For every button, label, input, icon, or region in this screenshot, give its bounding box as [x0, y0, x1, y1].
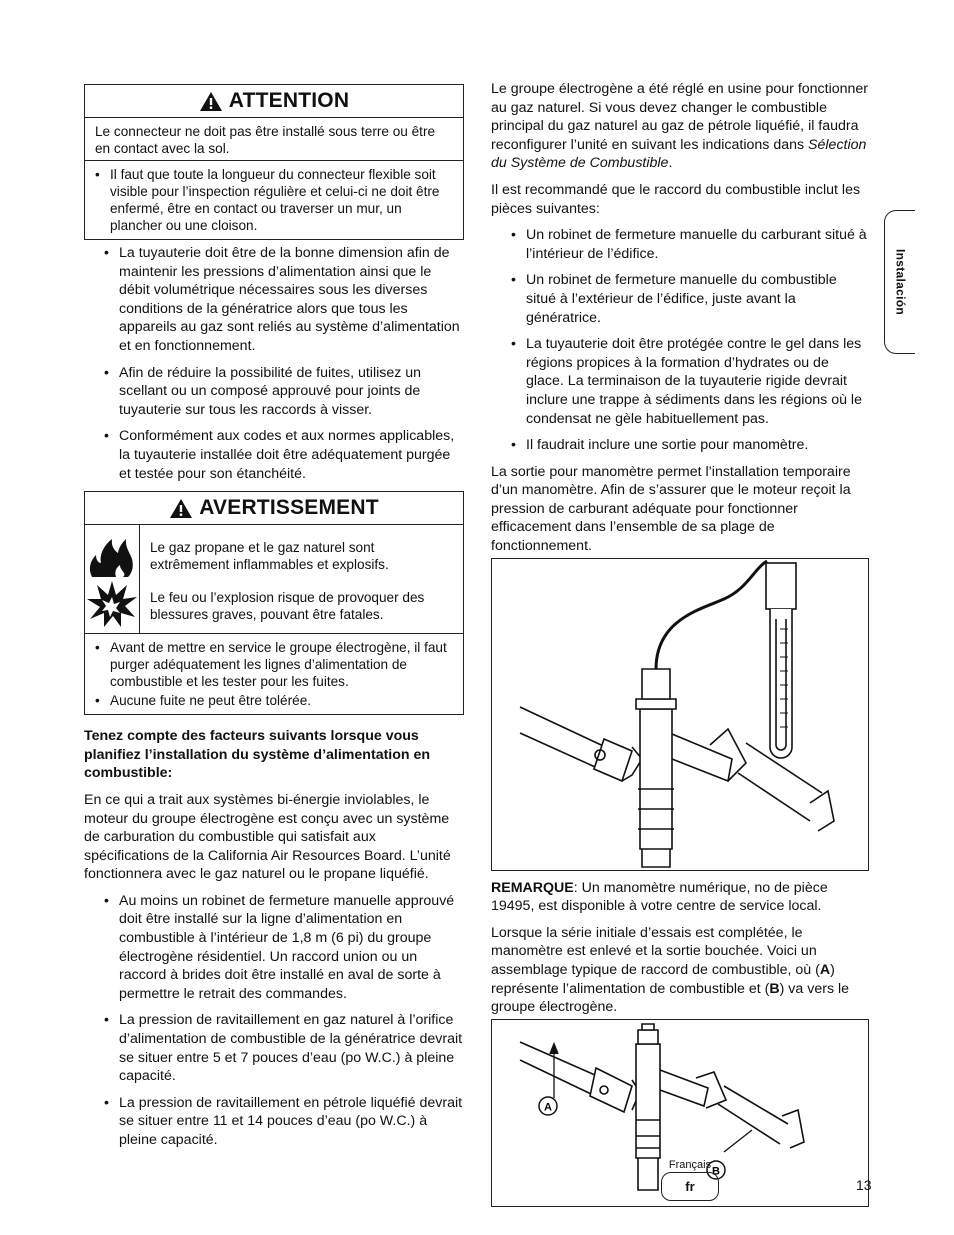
factory-setting-text: Le groupe électrogène a été réglé en usine pour fonctionner au gaz naturel. Si vous devez changer le combustible principal du gaz naturel au gaz de pétrole liquéfié, il faudra reconfigurer l’unité en suivant les indications dans: [491, 81, 869, 153]
planning-heading: Tenez compte des facteurs suivants lorsque vous planifiez l’installation du système d’alimentation en combustible:: [84, 728, 431, 782]
attention-title: [85, 85, 463, 118]
manometer-illustration: [492, 559, 868, 870]
list-item: • La pression de ravitaillement en pétrole liquéfié devrait se situer entre 11 et 14 pouces d’eau (po W.C.) à pleine capacité.: [104, 1094, 464, 1150]
label-b-ref: B: [769, 980, 780, 997]
valve-bullet-list: [84, 892, 464, 1150]
attention-bullet-cell: [85, 160, 463, 239]
list-item: • Au moins un robinet de fermeture manuelle approuvé doit être installé sur la ligne d’alimentation en combustible à l’intérieur de 1,8 m (6 pi) du groupe électrogène résidentiel. Un raccord union ou un raccord à brides doit être installé en aval de sorte à permettre le retrait des commandes.: [104, 892, 464, 1004]
warning-triangle-icon: [169, 498, 193, 519]
attention-bullet: • Il faut que toute la longueur du connecteur flexible soit visible pour l’inspection régulière et celui-ci ne doit être enfermé, être en contact ou traverser un mur, un plancher ou une cloison.: [95, 166, 453, 234]
period: .: [668, 155, 673, 172]
section-side-tab-label: Instalación: [893, 249, 908, 315]
assembly-text-2: ) représente l’alimentation de combustible et (: [491, 962, 835, 997]
list-item: • Avant de mettre en service le groupe électrogène, il faut purger adéquatement les lignes d’alimentation de combustible et les tester pour les fuites.: [95, 639, 453, 690]
list-item: • Un robinet de fermeture manuelle du carburant situé à l’intérieur de l’édifice.: [511, 226, 869, 263]
list-item: • Il faudrait inclure une sortie pour manomètre.: [511, 436, 869, 455]
hazard-icons: [85, 525, 140, 633]
fuel-selection-reference: Sélection du Système de Combustible: [491, 136, 867, 172]
warning-triangle-icon: [199, 91, 223, 112]
manometer-outlet-paragraph: La sortie pour manomètre permet l’installation temporaire d’un manomètre. Afin de s’assurer que le moteur reçoit la pression de carburant adéquate pour fonctionner efficacement dans l’ensemble de sa plage de fonctionnement.: [491, 463, 851, 555]
avertissement-hazard-row: [85, 525, 463, 634]
left-column: [84, 84, 464, 1158]
list-item: • Conformément aux codes et aux normes applicables, la tuyauterie installée doit être adéquatement purgée et testée pour son étanchéité.: [104, 427, 464, 483]
section-side-tab[interactable]: [884, 210, 915, 354]
avertissement-text-1: Le gaz propane et le gaz naturel sont extrêmement inflammables et explosifs.: [150, 540, 389, 573]
label-a-ref: A: [819, 962, 831, 979]
assembly-text-1: Lorsque la série initiale d’essais est complétée, le manomètre est enlevé et la sortie bouchée. Voici un assemblage typique de raccord de combustible, où (: [491, 924, 820, 979]
fire-hazard-icon: [86, 529, 138, 579]
avertissement-title-text: AVERTISSEMENT: [199, 495, 379, 519]
avertissement-text: [140, 525, 463, 633]
footer-language: Français: [668, 1159, 712, 1171]
list-item: • La tuyauterie doit être protégée contre le gel dans les régions propices à la formation d’hydrates ou de glace. La terminaison de la tuyauterie rigide devrait inclure une trappe à sédiments dans les régions où le condensat ne gèle habituellement pas.: [511, 335, 869, 428]
list-item: • Afin de réduire la possibilité de fuites, utilisez un scellant ou un composé approuvé pour joints de tuyauterie sur tous les raccords à visser.: [104, 364, 464, 420]
label-b: B: [712, 1165, 720, 1178]
list-item: • Un robinet de fermeture manuelle du combustible situé à l’extérieur de l’édifice, juste avant la génératrice.: [511, 271, 869, 327]
manometer-figure: [491, 558, 869, 871]
explosion-hazard-icon: [85, 579, 139, 629]
avertissement-box: [84, 491, 464, 715]
remarque-text: : Un manomètre numérique, no de pièce 19495, est disponible à votre centre de service local.: [491, 879, 828, 915]
recommended-parts-list: [491, 226, 869, 455]
right-column: [491, 80, 869, 1207]
page-number: 13: [856, 1177, 872, 1193]
list-item: • Aucune fuite ne peut être tolérée.: [95, 692, 453, 709]
list-item: • La tuyauterie doit être de la bonne dimension afin de maintenir les pressions d’alimentation ainsi que le débit volumétrique nécessaires sous les diverses conditions de la génératrice alors que tous les appareils au gaz sont reliés au système d’alimentation et en fonctionnement.: [104, 244, 464, 356]
assembly-paragraph: [491, 924, 869, 1017]
piping-bullet-list: [84, 244, 464, 483]
attention-intro: Le connecteur ne doit pas être installé sous terre ou être en contact avec la sol.: [95, 124, 436, 156]
remarque-paragraph: [491, 879, 869, 916]
list-item: • La pression de ravitaillement en gaz naturel à l’orifice d’alimentation de combustible de la génératrice devrait se situer entre 5 et 7 pouces d’eau (po W.C.) à pleine capacité.: [104, 1011, 464, 1085]
attention-box: [84, 84, 464, 240]
factory-setting-paragraph: [491, 80, 869, 173]
attention-title-text: ATTENTION: [228, 88, 350, 112]
avertissement-bullets-cell: [85, 634, 463, 714]
avertissement-text-2: Le feu ou l’explosion risque de provoquer des blessures graves, pouvant être fatales.: [150, 590, 425, 623]
label-a: A: [544, 1101, 552, 1114]
avertissement-title: [85, 492, 463, 525]
assembly-text-3: ) va vers le groupe électrogène.: [491, 980, 850, 1016]
recommended-parts-paragraph: Il est recommandé que le raccord du combustible inclut les pièces suivantes:: [491, 181, 861, 217]
bienergie-paragraph: En ce qui a trait aux systèmes bi-énergie inviolables, le moteur du groupe électrogène est conçu avec un système de carburation du combustible qui satisfait aux spécifications de la California Air Resources Board. L’unité fonctionnera avec le gaz naturel ou le propane liquéfié.: [84, 791, 451, 883]
remarque-label: REMARQUE: [491, 879, 574, 896]
language-code-badge: fr: [661, 1172, 719, 1201]
